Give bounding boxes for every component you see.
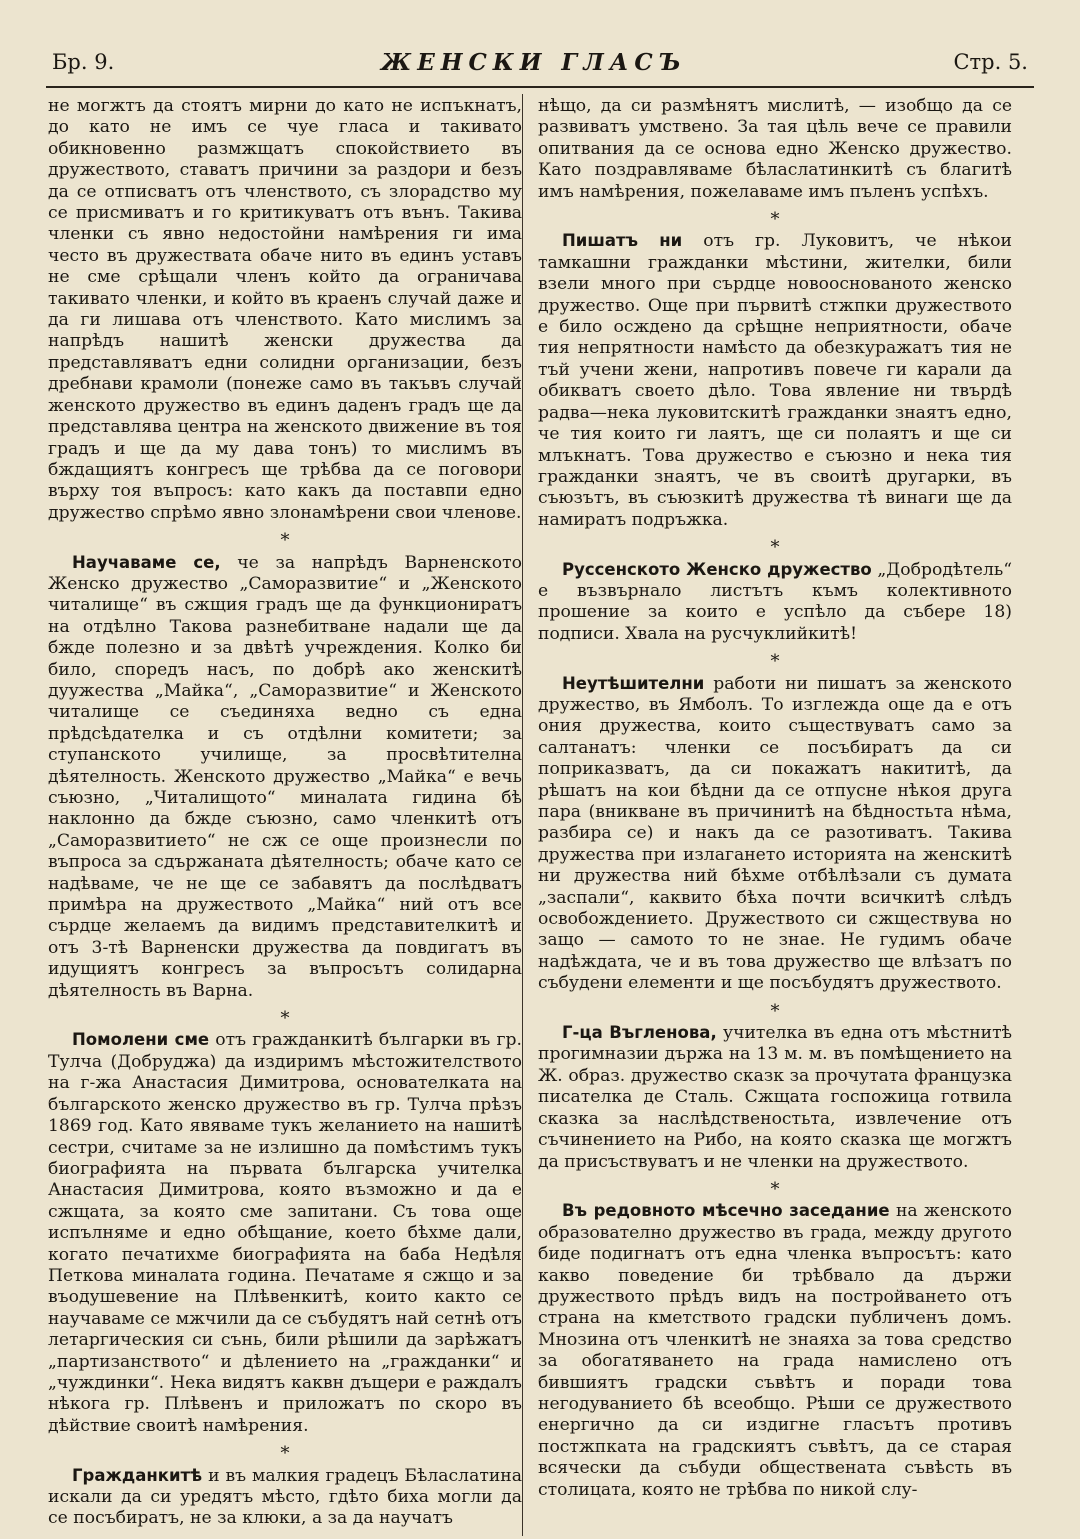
separator-star: * xyxy=(770,209,780,231)
article-vaglenova xyxy=(538,1022,1012,1173)
separator-star: * xyxy=(770,1178,780,1200)
article-body: работи ни пишатъ за женското дружество, въ Ямболъ. То изглежда още да е отъ ония дружества, които съществуватъ само за салтанатъ: членки се посъбиратъ да си поприказватъ, да си покажатъ накититѣ, да рѣшатъ на кои бѣдни да се отпусне нѣкоя друга пара (вникване въ причинитѣ на бѣдностьта нѣма, разбира се) и накъ да се разотиватъ. Такива дружества при излагането историята на женскитѣ ни дружества ний бѣхме отбѣлѣзали съ думата „заспали“, каквито бѣха почти всичкитѣ слѣдъ освобождението. Дружеството си сжществува но защо — самото то не знае. Не гудимъ обаче надѣждата, че и въ това дружество ще влѣзатъ по събудени елементи и ще посъбудятъ дружеството. xyxy=(538,673,1012,994)
article-lead: Гражданкитѣ xyxy=(72,1465,203,1485)
column-divider xyxy=(522,94,523,1536)
left-column xyxy=(48,96,522,1536)
article-ruse xyxy=(538,559,1012,646)
article-continuation: нѣщо, да си размѣнятъ мислитѣ, — изобщо да се развиватъ умствено. За тая цѣль вече се правили опитвания да се основа едно Женско дружество. Като поздравляваме бѣласлатинкитѣ съ благитѣ имъ намѣрения, пожелаваме имъ пъленъ успѣхъ. xyxy=(538,96,1012,202)
separator-star: * xyxy=(280,1008,290,1030)
article-yambol xyxy=(538,673,1012,995)
separator-star: * xyxy=(770,537,780,559)
article-lead: Научаваме се, xyxy=(72,552,221,572)
page-number: Стр. 5. xyxy=(953,50,1028,74)
article-continuation: не могжтъ да стоятъ мирни до като не испъкнатъ, до като не имъ се чуе гласа и такивато обикновенно размжщатъ спокойствието въ дружеството, ставатъ причини за раздори и безъ да се отписватъ отъ членството, съ злорадство му се присмиватъ и го критикуватъ отъ вънъ. Такива членки съ явно недостойни намѣрения ги има често въ дружествата обаче нито въ единъ уставъ не сме срѣщали членъ който да ограничава такивато членки, и който въ краенъ случай даже и да ги лишава отъ членството. Като мислимъ за напрѣдъ нашитѣ женски дружества да представляватъ едни солидни организации, безъ дребнави крамоли (понеже само въ такъвъ случай женското дружество въ единъ даденъ градъ ще да представлява центра на женското движение въ тоя градъ и ще да му дава тонъ) то мислимъ въ бждащиятъ конгресъ ще трѣбва да се поговори върху тоя въпросъ: като какъ да поставпи едно дружество спрѣмо явно злонамѣрени свои членове. xyxy=(48,96,522,523)
article-body: отъ гр. Луковитъ, че нѣкои тамкашни гражданки мѣстини, жителки, били взели много при сърдце новооснованото женско дружество. Още при първитѣ стжпки дружеството е било осждено да срѣщне неприятности, обаче тия непрятности намѣсто да обезкуражатъ тия не тъй учени жени, напротивъ повече ги карали да обикватъ своето дѣло. Това явление ни твърдѣ радва—нека луковитскитѣ гражданки знаятъ едно, че тия които ги лаятъ, ще си полаятъ и ще си млъкнатъ. Това дружество е съюзно и нека тия гражданки знаятъ, че въ своитѣ другарки, въ съюзътъ, въ съюзкитѣ дружества тѣ винаги ще да намиратъ подръжка. xyxy=(538,231,1012,530)
article-lead: Пишатъ ни xyxy=(562,231,683,251)
article-body: и въ малкия градецъ Бѣласлатина искали да си уредятъ мѣсто, гдѣто биха могли да се посъбиратъ, не за клюки, а за да научатъ xyxy=(48,1465,522,1529)
article-body: „Добродѣтель“ е възвърнало листътъ къмъ колективното прошение за които е успѣло да събере 18) подписи. Хвала на русчуклийкитѣ! xyxy=(538,559,1012,644)
article-belaslatina xyxy=(48,1465,522,1530)
article-body: че за напрѣдъ Варненското Женско дружество „Саморазвитие“ и „Женското читалище“ въ сжщия градъ ще да функциониратъ на отдѣлно Такова разнебитване надали ще да бжде полезно и за двѣтѣ учреждения. Колко би било, споредъ насъ, по добрѣ ако женскитѣ дуужества „Майка“, „Саморазвитие“ и Женското читалище се съединяха ведно съ една прѣдсѣдателка и съ отдѣлни комитети; за ступанското училище, за просвѣтителна дѣятелность. Женското дружество „Майка“ е вечь съюзно, „Читалищото“ миналата гидина бѣ наклонно да бжде съюзно, само членкитѣ отъ „Саморазвитието“ не сж се още произнесли по въпроса за сдържаната дѣятелность; обаче като се надѣваме, че не ще се забавятъ да послѣдватъ примѣра на дружеството „Майка“ ний отъ все сърдце желаемъ да видимъ представителкитѣ и отъ 3-тѣ Варненски дружества да повдигатъ въ идущиятъ конгресъ за въпросътъ солидарна дѣятелность въ Варна. xyxy=(48,552,522,1001)
article-tulcha xyxy=(48,1029,522,1437)
article-lead: Г-ца Въгленова, xyxy=(562,1023,717,1043)
article-varna xyxy=(48,552,522,1003)
article-lead: Неутѣшителни xyxy=(562,673,705,693)
right-column xyxy=(538,96,1012,1536)
article-body: учителка въ една отъ мѣстнитѣ прогимназии държа на 13 м. м. въ помѣщението на Ж. образ. дружество сказк за прочутата французка писателка де Сталь. Сжщата госпожица готвила сказка за наслѣдственостьта, извлечение отъ съчинението на Рибо, на която сказка ще могжтъ да присъствуватъ и не членки на дружеството. xyxy=(538,1023,1012,1172)
article-lead: Помолени сме xyxy=(72,1030,210,1050)
article-lukovit xyxy=(538,230,1012,531)
separator-star: * xyxy=(280,530,290,552)
article-body: отъ гражданкитѣ българки въ гр. Тулча (Добруджа) да издиримъ мѣстожителството на г-жа Анастасия Димитрова, основателката на българското женско дружество въ гр. Тулча прѣзъ 1869 год. Като явяваме тукъ желанието на нашитѣ сестри, считаме за не излишно да помѣстимъ тукъ биографията на първата българска учителка Анастасия Димитрова, която възможно и да е сжщата, за която сме запитани. Съ това още испълняме и едно обѣщание, което бѣхме дали, когато печатихме биографията на баба Недѣля Петкова миналата година. Печатаме я сжщо и за въодушевение на Плѣвенкитѣ, които както се научаваме се мжчили да се събудятъ най сетнѣ отъ летаргическия си сънь, били рѣшили да зарѣжатъ „партизанството“ и дѣлението на „гражданки“ и „чуждинки“. Нека видятъ каквн дъщери е раждалъ нѣкога гр. Плѣвенъ и приложатъ по скоро въ дѣйствие своитѣ намѣрения. xyxy=(48,1030,522,1436)
separator-star: * xyxy=(280,1443,290,1465)
header-rule xyxy=(46,86,1034,88)
article-lead: Въ редовното мѣсечно заседание xyxy=(562,1201,890,1221)
issue-number: Бр. 9. xyxy=(52,50,115,74)
page-header xyxy=(52,42,1028,82)
article-body: на женското образователно дружество въ града, между другото биде подигнатъ отъ една членка въпросътъ: като какво поведение би трѣбвало да държи дружеството прѣдъ видъ на постройването отъ страна на кметството градски публиченъ домъ. Мнозина отъ членкитѣ не знаяха за това средство за обогатяването на града намислено отъ бившиятъ градски съвѣтъ и поради това негодуванието бѣ всеобщо. Рѣши се дружеството енергично да си издигне гласътъ противъ постжпката на градскиятъ съвѣтъ, да се старая всячески да събуди обществената съвѣсть въ столицата, която не трѣбва по никой слу- xyxy=(538,1201,1012,1500)
article-monthly-meeting xyxy=(538,1200,1012,1501)
separator-star: * xyxy=(770,651,780,673)
newspaper-title: ЖЕНСКИ ГЛАСЪ xyxy=(381,48,687,76)
article-lead: Руссенското Женско дружество xyxy=(562,559,872,579)
separator-star: * xyxy=(770,1000,780,1022)
